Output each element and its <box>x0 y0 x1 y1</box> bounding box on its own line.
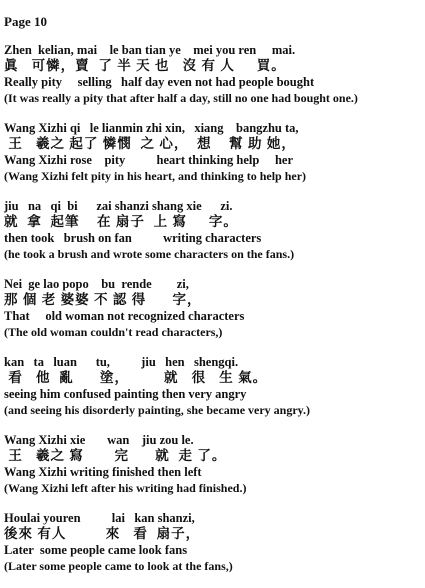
sentence-block <box>4 510 422 574</box>
translation-line: (Wang Xizhi left after his writing had finished.) <box>4 481 247 495</box>
gloss-line: Wang Xizhi rose pity heart thinking help her <box>4 153 294 167</box>
translation-line: (Later some people came to look at the fans,) <box>4 559 233 573</box>
chinese-line: 王 羲之 起了 憐憫 之 心， 想 幫 助 她， <box>4 136 296 151</box>
sentence-block <box>4 42 422 106</box>
translation-line: (Wang Xizhi felt pity in his heart, and thinking to help her) <box>4 169 307 183</box>
translation-line: (and seeing his disorderly painting, she became very angry.) <box>4 403 311 417</box>
pinyin-line: Houlai youren lai kan shanzi, <box>4 511 195 525</box>
sentence-block <box>4 198 422 262</box>
chinese-line: 眞 可憐，賣 了 半 天 也 沒 有 人 買。 <box>4 58 286 73</box>
pinyin-line: Wang Xizhi qi le lianmin zhi xin, xiang bangzhu ta, <box>4 121 299 135</box>
pinyin-line: Zhen kelian, mai le ban tian ye mei you ren mai. <box>4 43 296 57</box>
chinese-line: 那 個 老 婆婆 不 認 得 字， <box>4 292 202 307</box>
translation-line: (It was really a pity that after half a day, still no one had bought one.) <box>4 91 358 105</box>
sentence-block <box>4 354 422 418</box>
gloss-line: Really pity selling half day even not had people bought <box>4 75 315 89</box>
gloss-line: That old woman not recognized characters <box>4 309 245 323</box>
sentence-block <box>4 120 422 184</box>
pinyin-line: kan ta luan tu, jiu hen shengqi. <box>4 355 239 369</box>
chinese-line: 王 羲之 寫 完 就 走 了。 <box>4 448 227 463</box>
pinyin-line: Nei ge lao popo bu rende zi, <box>4 277 189 291</box>
chinese-line: 後來 有人 來 看 扇子， <box>4 526 201 541</box>
gloss-line: Later some people came look fans <box>4 543 188 557</box>
chinese-line: 就 拿 起筆 在 扇子 上 寫 字。 <box>4 214 238 229</box>
gloss-line: then took brush on fan writing characters <box>4 231 262 245</box>
pinyin-line: Wang Xizhi xie wan jiu zou le. <box>4 433 194 447</box>
sentence-block <box>4 432 422 496</box>
gloss-line: seeing him confused painting then very angry <box>4 387 247 401</box>
translation-line: (he took a brush and wrote some characters on the fans.) <box>4 247 295 261</box>
sentence-block <box>4 276 422 340</box>
chinese-line: 看 他 亂 塗， 就 很 生 氣。 <box>4 370 268 385</box>
translation-line: (The old woman couldn't read characters,) <box>4 325 223 339</box>
gloss-line: Wang Xizhi writing finished then left <box>4 465 202 479</box>
page-number: Page 10 <box>4 14 47 29</box>
pinyin-line: jiu na qi bi zai shanzi shang xie zi. <box>4 199 233 213</box>
